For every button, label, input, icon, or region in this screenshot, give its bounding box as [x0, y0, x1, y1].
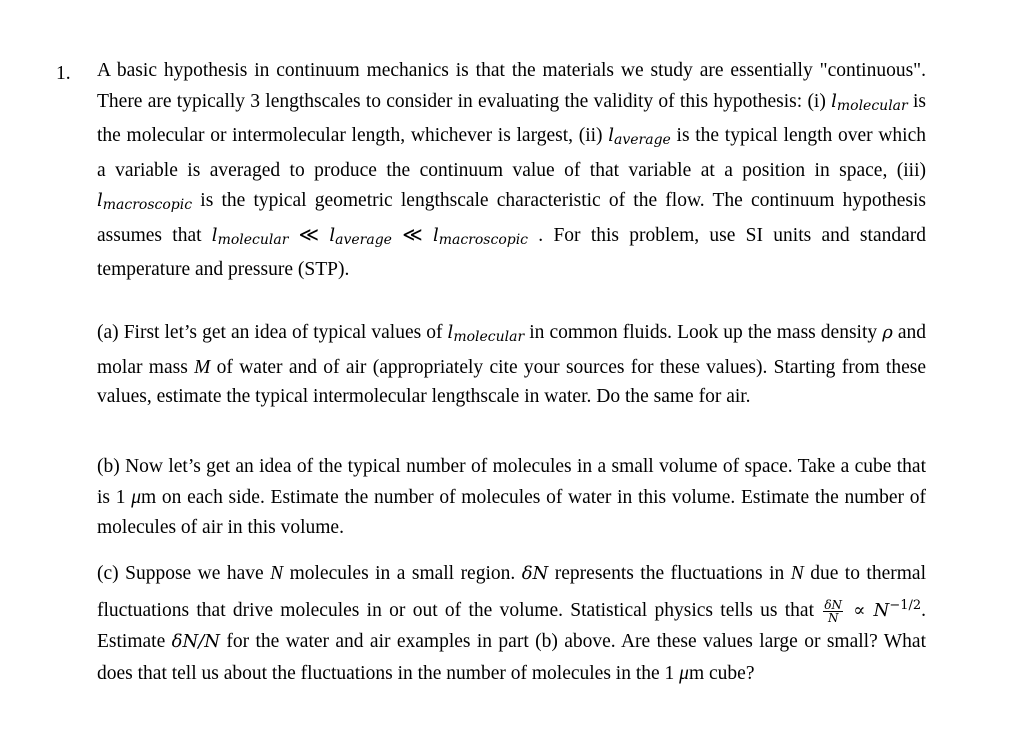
problem-number: 1.: [56, 63, 71, 84]
part-a: (a) First let’s get an idea of typical values of lmolecular in common fluids. Look up the mass density ρ and molar mass M of water and of air (appropriately cite your sources for these values). Starting from these values, estimate the typical intermolecular lengthscale in water. Do the same for air.: [97, 322, 927, 407]
part-b: (b) Now let’s get an idea of the typical number of molecules in a small volume of space. Take a cube that is 1 μm on each side. Estimate the number of molecules of water in this volume. Estimate the number of molecules of air in this volume.: [97, 456, 926, 538]
problem-intro: A basic hypothesis in continuum mechanics is that the materials we study are essentially "continuous". There are typically 3 lengthscales to consider in evaluating the validity of this hypothesis: (i) lmolecular is the molecular or intermolecular length, whichever is largest, (ii) laverage is the typical length over which a variable is averaged to produce the continuum value of that variable at a position in space, (iii) lmacroscopic is the typical geometric lengthscale characteristic of the flow. The continuum hypothesis assumes that lmolecular ≪ laverage ≪ lmacroscopic . For this problem, use SI units and standard temperature and pressure (STP).: [97, 60, 926, 280]
part-c: (c) Suppose we have N molecules in a small region. δN represents the fluctuations in N due to thermal fluctuations that drive molecules in or out of the volume. Statistical physics tells us that $\frac{\delta N}{N}$ ∝ $N^{-1/2}$. Estimate δN/N for the water and air examples in part (b) above. Are these values large or small? What does that tell us about the fluctuations in the number of molecules in the 1 μm cube?: [97, 563, 927, 684]
fraction-dN-over-N: $\frac{\delta N}{N}$: [824, 597, 843, 625]
